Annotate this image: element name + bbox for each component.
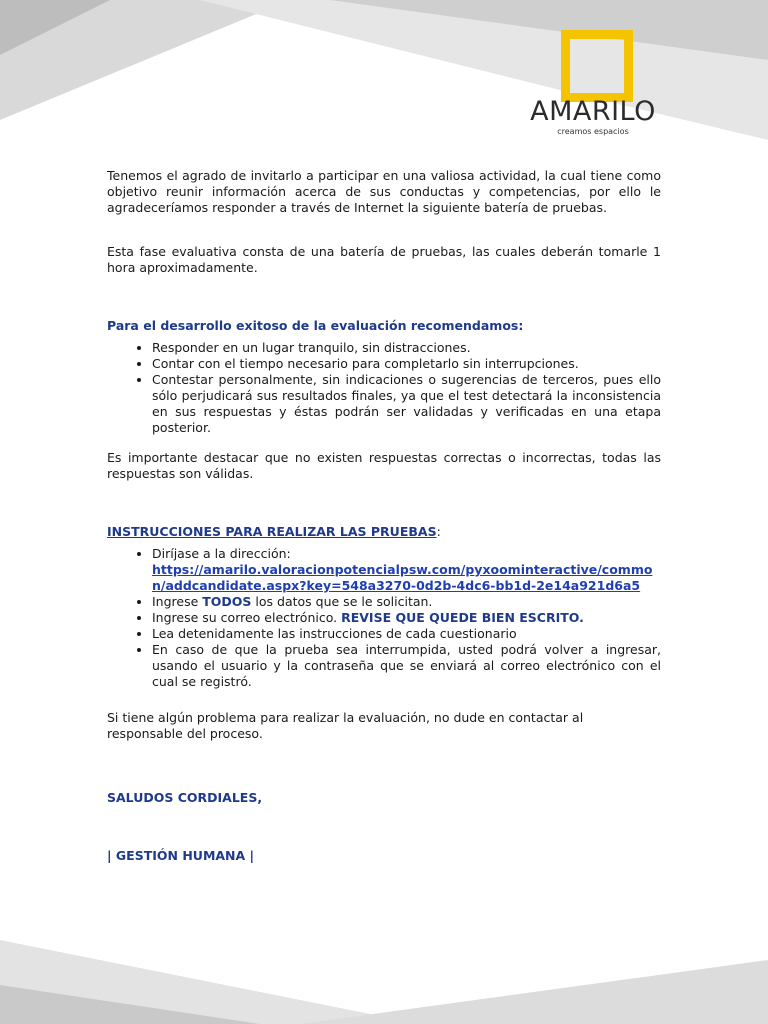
list-item: • En caso de que la prueba sea interrumpida, usted podrá volver a ingresar, usando el usuario y la contraseña que se enviará al correo electrónico con el cual se registró. [152, 642, 661, 690]
instructions-heading-colon: : [436, 524, 441, 539]
item-emphasis: REVISE QUE QUEDE BIEN ESCRITO. [341, 610, 584, 625]
intro-paragraph-2: Esta fase evaluativa consta de una batería de pruebas, las cuales deberán tomarle 1 hora aproximadamente. [107, 244, 661, 275]
item-emphasis: TODOS [202, 594, 252, 609]
list-item: • Contestar personalmente, sin indicaciones o sugerencias de terceros, pues ello sólo perjudicará sus resultados finales, ya que el test detectará la inconsistencia en sus respuestas y éstas podrán ser validadas y verificadas en una etapa posterior. [152, 372, 661, 436]
help-paragraph: Si tiene algún problema para realizar la evaluación, no dude en contactar al responsable del proceso. [107, 710, 584, 741]
recommendations-heading: Para el desarrollo exitoso de la evaluación recomendamos: [107, 318, 524, 333]
list-item [152, 546, 661, 594]
list-item [152, 594, 661, 610]
instructions-list [107, 546, 661, 690]
list-item [152, 610, 661, 626]
item-text: Ingrese [152, 594, 203, 609]
logo-square-icon [561, 30, 633, 102]
item-text: los datos que se le solicitan. [251, 594, 433, 609]
list-item: • Contar con el tiempo necesario para completarlo sin interrupciones. [152, 356, 661, 372]
list-item: • Lea detenidamente las instrucciones de cada cuestionario [152, 626, 661, 642]
letter-body [107, 168, 661, 864]
greeting: SALUDOS CORDIALES, [107, 790, 263, 805]
item-text: Ingrese su correo electrónico. [152, 610, 342, 625]
intro-paragraph-1: Tenemos el agrado de invitarlo a participar en una valiosa actividad, la cual tiene como objetivo reunir información acerca de sus conductas y competencias, por ello le agradeceríamos responder a través de Internet la siguiente batería de pruebas. [107, 168, 661, 215]
instructions-heading-line [107, 524, 661, 540]
recommendations-list [107, 340, 661, 436]
list-item: • Responder en un lugar tranquilo, sin distracciones. [152, 340, 661, 356]
address-label: Diríjase a la dirección: [152, 546, 291, 561]
instructions-heading: INSTRUCCIONES PARA REALIZAR LAS PRUEBAS [107, 524, 437, 539]
logo-tagline: creamos espacios [557, 127, 629, 136]
logo-name: AMARILO [530, 96, 656, 127]
note-paragraph: Es importante destacar que no existen respuestas correctas o incorrectas, todas las respuestas son válidas. [107, 450, 661, 481]
signature: | GESTIÓN HUMANA | [107, 848, 255, 863]
company-logo [528, 24, 658, 144]
test-link[interactable]: https://amarilo.valoracionpotencialpsw.com/pyxoominteractive/common/addcandidate.aspx?key=548a3270-0d2b-4dc6-bb1d-2e14a921d6a5 [152, 562, 653, 593]
